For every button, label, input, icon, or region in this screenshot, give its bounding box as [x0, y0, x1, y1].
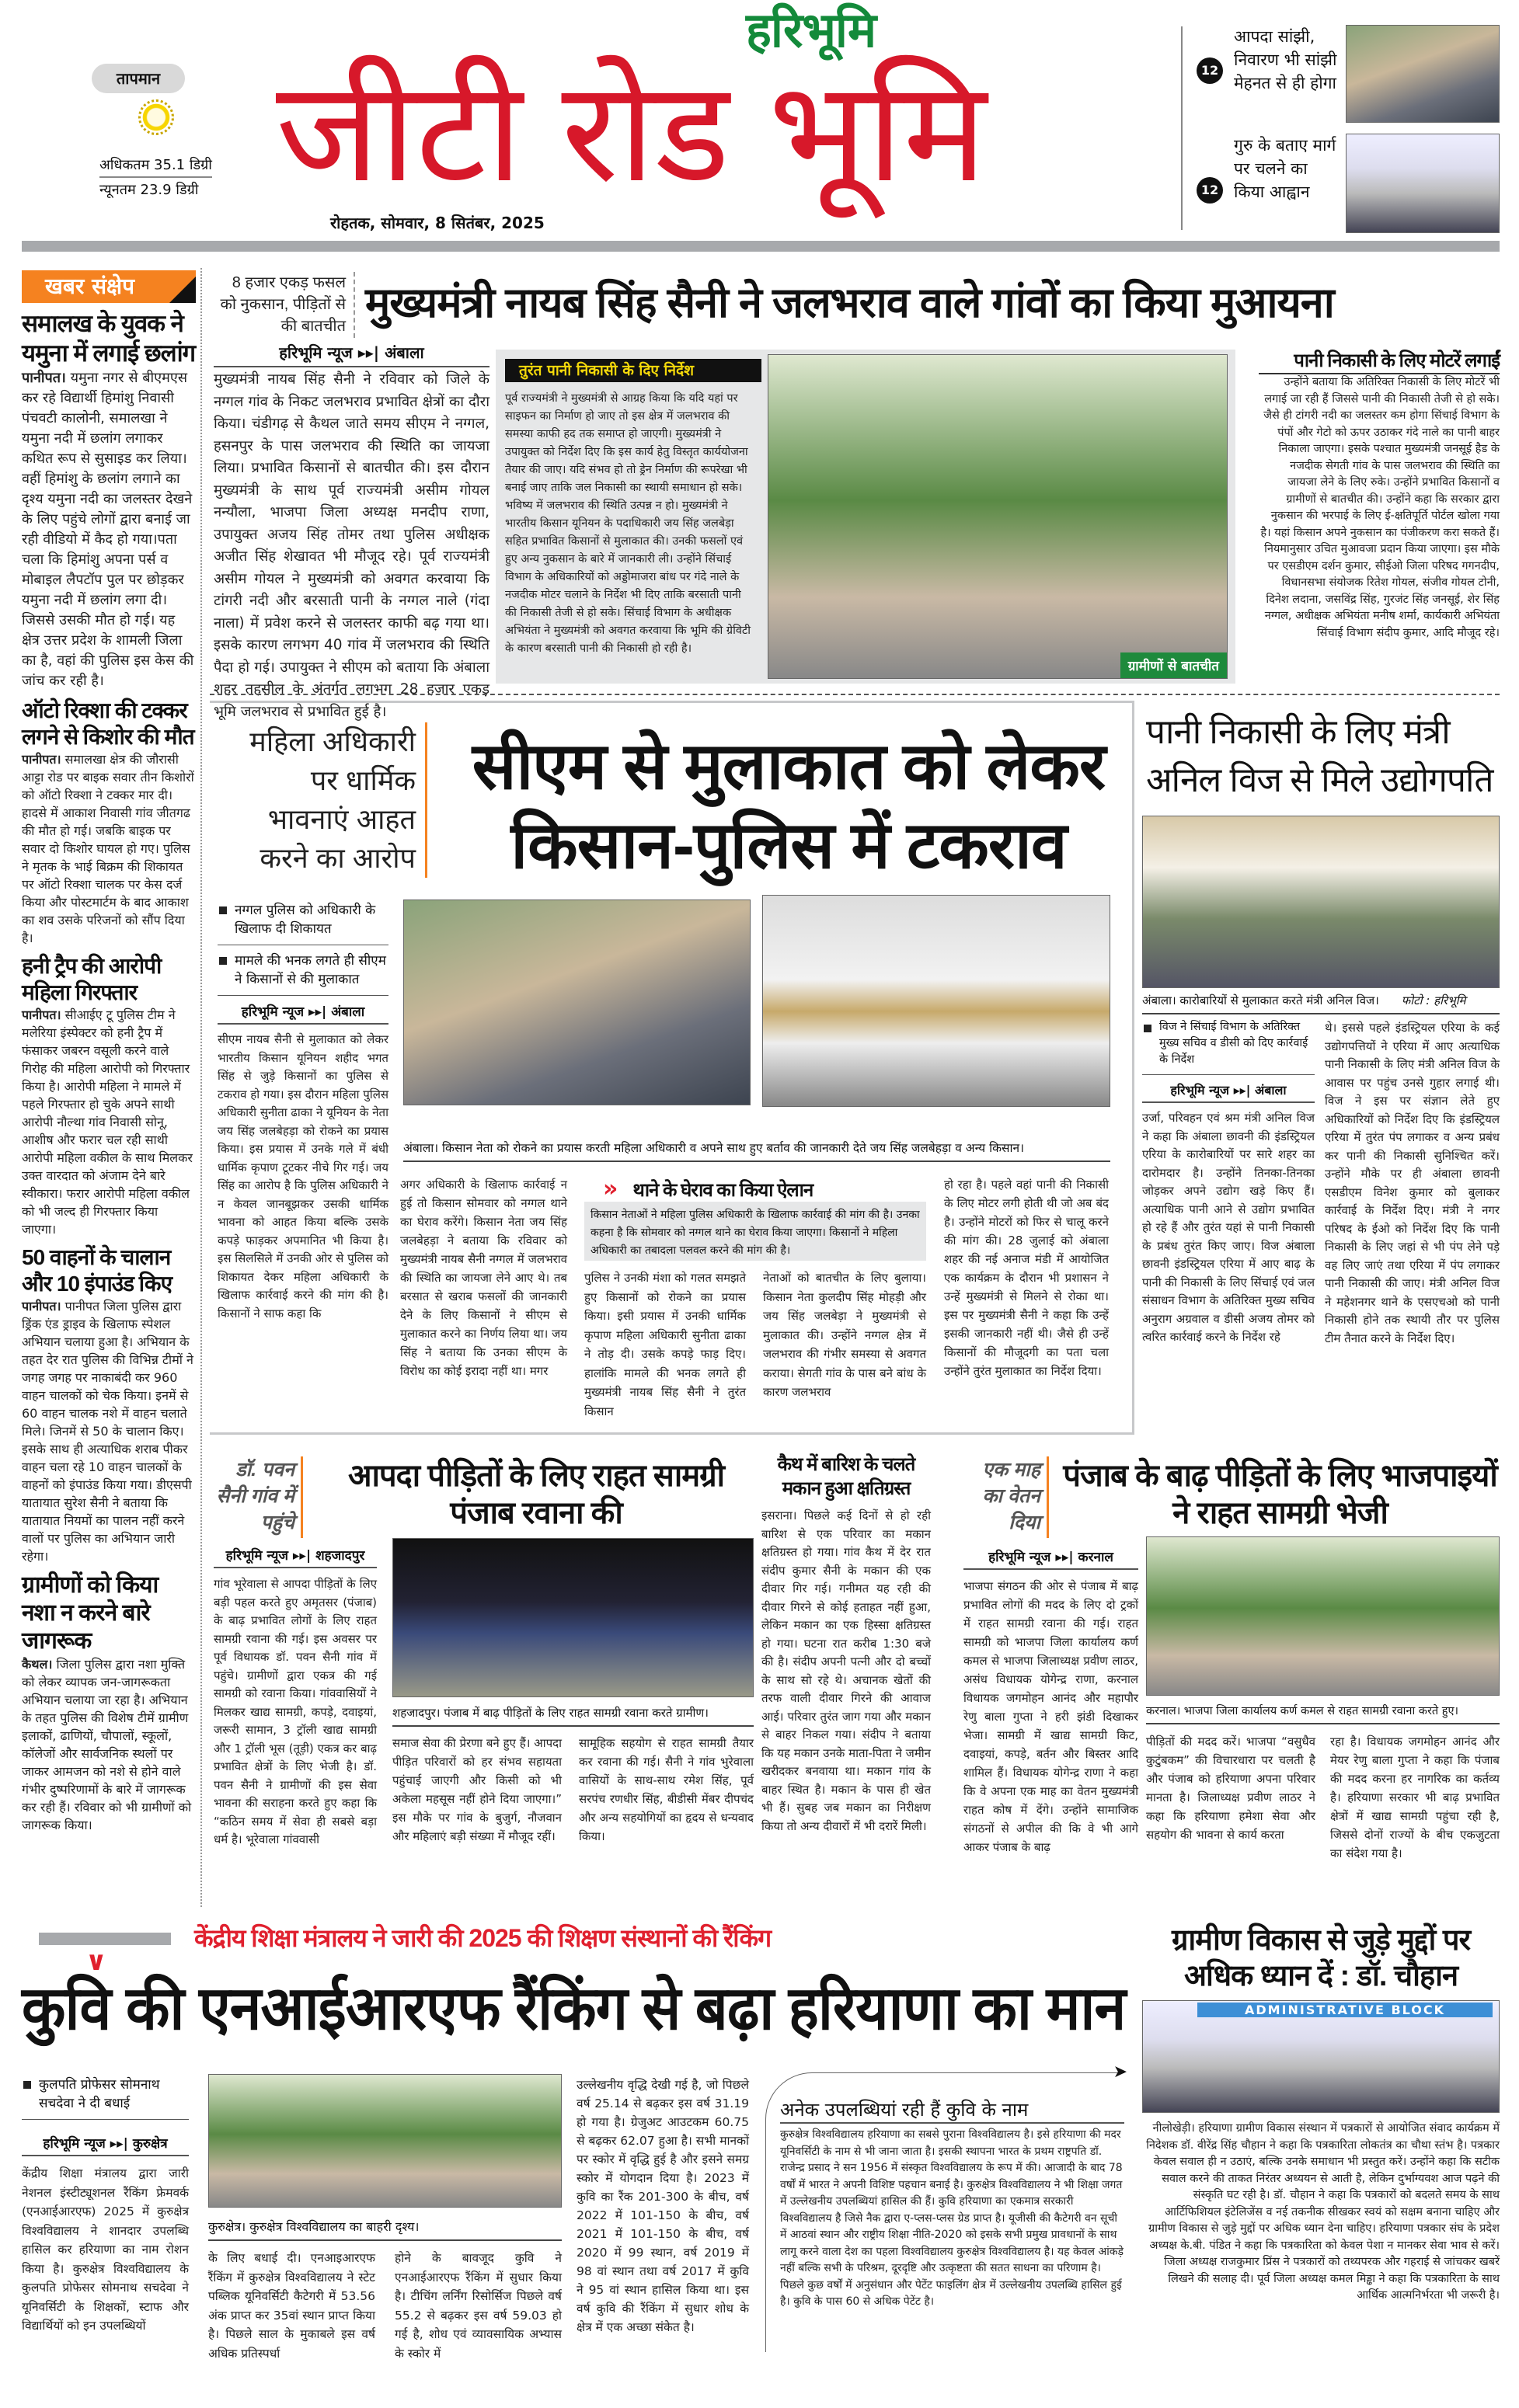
vij-headline: पानी निकासी के लिए मंत्री अनिल विज से मिले उद्योगपति — [1146, 713, 1493, 799]
relief-col-2: समाज सेवा की प्रेरणा बने हुए हैं। आपदा पीड़ित परिवारों को हर संभव सहायता पहुंचाई जाएगी और किसी को भी अकेला महसूस नहीं होने दिया जाएगा।” इस मौके पर गांव के बुजुर्ग, नौजवान और महिलाएं बड़ी संख्या में मौजूद रहीं। — [392, 1736, 562, 1843]
brief-title: समालख के युवक ने यमुना में लगाई छलांग — [22, 310, 196, 367]
vij-byline: हरिभूमि न्यूज ▸▸| अंबाला — [1142, 1081, 1315, 1103]
bjp-kicker: एक माह का वेतन दिया — [963, 1456, 1049, 1538]
masthead-bar — [22, 241, 1500, 252]
brief-title: हनी ट्रैप की आरोपी महिला गिरफ्तार — [22, 954, 162, 1004]
kuk-col-4: उल्लेखनीय वृद्धि देखी गई है, जो पिछले वर्ष 25.14 से बढ़कर इस वर्ष 31.19 हो गया है। ग्रेजुअट आउटकम 60.75 से बढ़कर 62.07 हुआ है। सभी मानकों पर स्कोर में वृद्धि हुई है और इसने समग्र स्कोर में योगदान दिया है। 2023 में कुवि का रैंक 201-300 के बीच, वर्ष 2022 में 101-150 के बीच, वर्ष 2021 में 101-150 के बीच, वर्ष 2020 में 99 स्थान, वर्ष 2019 में 98 वां स्थान तथा वर्ष 2017 में कुवि ने 95 वां स्थान हासिल किया था। इस वर्ष कुवि की रैंकिंग में सुधार शोध के क्षेत्र में एक अच्छा संकेत है। — [577, 2078, 749, 2334]
box-label: तुरंत पानी निकासी के दिए निर्देश — [505, 359, 761, 382]
dateline: रोहतक, सोमवार, 8 सितंबर, 2025 — [330, 214, 545, 232]
bullet-item: मामले की भनक लगते ही सीएम ने किसानों से की मुलाकात — [218, 952, 388, 996]
lead-sidebar-box — [496, 350, 1235, 684]
briefs-header-label: खबर संक्षेप — [45, 273, 135, 299]
brief-text — [22, 1006, 196, 1238]
caption-text: अंबाला। कारोबारियों से मुलाकात करते मंत्री अनिल विज। — [1142, 993, 1379, 1007]
sun-icon — [138, 99, 174, 135]
kuk-headline: कुवि की एनआईआरएफ रैंकिंग से बढ़ा हरियाणा का मान — [22, 1974, 1126, 2042]
kaith-body: इसराना। पिछले कई दिनों से हो रही बारिश से एक परिवार का मकान क्षतिग्रस्त हो गया। गांव कैथ में देर रात संदीप कुमार सैनी के मकान की एक दीवार गिर गई। गनीमत यह रही की दीवार गिरने से कोई हताहत नहीं हुआ, लेकिन मकान का एक हिस्सा क्षतिग्रस्त हो गया। घटना रात करीब 1:30 बजे की है। संदीप अपनी पत्नी और दो बच्चों के साथ सो रहे थे। अचानक खेतों की तरफ वाली दीवार गिरने की आवाज आई। परिवार तुरंत जाग गया और मकान से बाहर निकल गया। संदीप ने बताया कि यह मकान उनके माता-पिता ने जमीन खरीदकर बनवाया था। मकान गांव के बाहर स्थित है। मकान के पास ही खेत भी हैं। सुबह जब मकान का निरीक्षण किया तो अन्य दीवारों में भी दरारें मिली। — [761, 1508, 931, 1833]
photo-tag: ग्रामीणों से बातचीत — [1120, 652, 1227, 678]
brief-item[interactable] — [22, 309, 196, 691]
lead-headline: मुख्यमंत्री नायब सिंह सैनी ने जलभराव वाले गांवों का किया मुआयना — [365, 280, 1334, 326]
bjp-col-1: भाजपा संगठन की ओर से पंजाब में बाढ़ प्रभावित लोगों की मदद के लिए दो ट्रकों में राहत सामग्री रवाना की गई। राहत सामग्री को भाजपा जिला कार्यालय कर्ण कमल से भाजपा जिलाध्यक्ष प्रवीण लाठर, असंध विधायक योगेन्द्र राणा, करनाल विधायक जगमोहन आनंद और महापौर रेणु बाला गुप्ता ने हरी झंडी दिखाकर भेजा। सामग्री में खाद्य सामग्री किट, दवाइयां, कपड़े, बर्तन और बिस्तर आदि शामिल हैं। विधायक योगेन्द्र राणा ने कहा कि वे अपना एक माह का वेतन मुख्यमंत्री राहत कोष में देंगे। उन्होंने सामाजिक संगठनों से अपील की कि वे भी आगे आकर पंजाब के बाढ़ — [963, 1579, 1138, 1854]
brief-title: 50 वाहनों के चालान और 10 इंपाउंड किए — [22, 1245, 172, 1296]
brief-dateline: पानीपत। — [22, 1007, 61, 1022]
brief-dateline: कैथल। — [22, 1657, 53, 1672]
kuk-caption: कुरुक्षेत्र। कुरुक्षेत्र विश्वविद्यालय का बाहरी दृश्य। — [208, 2218, 562, 2241]
brief-body: यमुना नगर से बीएमएस कर रहे विद्यार्थी हिमांशु निवासी पंचवटी कालोनी, समालखा ने यमुना नदी में छलांग लगाकर कथित रूप से सुसाइड कर लिया। वहीं हिमांशु के छलांग लगाने का दृश्य यमुना नदी का जलस्तर देखने के लिए पहुंचे लोगों द्वारा बनाई जा रही वीडियो में कैद हो गया।पता चला कि हिमांशु अपना पर्स व मोबाइल लैपटॉप पुल पर छोड़कर यमुना नदी में छलांग लगा दी। जिससे उसकी मौत हो गई। यह क्षेत्र उत्तर प्रदेश के शामली जिला का है, वहां की पुलिस इस केस की जांच कर रही है। — [22, 370, 194, 689]
temperature-label: तापमान — [92, 64, 185, 93]
teaser-divider — [1181, 26, 1183, 230]
clash-left-column — [218, 901, 388, 1428]
achievements-box — [765, 2062, 1127, 2352]
masthead — [0, 0, 1519, 256]
clash-photo-farmers — [762, 895, 1110, 1107]
brief-title: ऑटो रिक्शा की टक्कर लगने से किशोर की मौत — [22, 698, 194, 749]
news-briefs — [22, 270, 196, 1902]
side-story — [1259, 350, 1500, 681]
relief-col-1: गांव भूरेवाला से आपदा पीड़ितों के लिए बड़ी पहल करते हुए अमृतसर (पंजाब) के बाढ़ प्रभावित लोगों के लिए राहत सामग्री रवाना की गई। इस अवसर पर पूर्व विधायक डॉ. पवन सैनी गांव में पहुंचे। ग्रामीणों द्वारा एकत्र की गई सामग्री को रवाना किया। गांववासियों ने मिलकर खाद्य सामग्री, कपड़े, दवाइयां, जरूरी सामान, 3 ट्रॉली खाद्य सामग्री और 1 ट्रॉली भूस (तूड़ी) एकत्र कर बाढ़ प्रभावित क्षेत्रों के लिए भेजी है। डॉ. पवन सैनी ने ग्रामीणों की इस सेवा भावना की सराहना करते हुए कहा कि “कठिन समय में सेवा ही सबसे बड़ा धर्म है। भूरेवाला गांववासी — [214, 1577, 377, 1846]
clash-headline: सीएम से मुलाकात को लेकर किसान-पुलिस में टकराव — [472, 729, 1106, 882]
lead-kicker: 8 हजार एकड़ फसल को नुकसान, पीड़ितों से की बातचीत — [220, 274, 346, 335]
bullet-item: नग्गल पुलिस को अधिकारी के खिलाफ दी शिकायत — [218, 901, 388, 945]
chevron-down-icon: ∨ — [85, 1946, 107, 1977]
kuk-left-column — [22, 2076, 189, 2400]
photo-credit: फोटो : हरिभूमि — [1401, 993, 1466, 1007]
bjp-caption: करनाल। भाजपा जिला कार्यालय कर्ण कमल से राहत सामग्री रवाना करते हुए। — [1146, 1703, 1500, 1724]
brief-text — [22, 750, 196, 947]
page-number-badge: 12 — [1197, 57, 1223, 84]
brief-dateline: पानीपत। — [22, 1299, 61, 1314]
briefs-header — [22, 270, 196, 303]
bjp-col-2: पीड़ितों की मदद करें। भाजपा “वसुधैव कुटुंबकम” की विचारधारा पर चलती है और पंजाब को हरियाणा अपना परिवार मानता है। जिलाध्यक्ष प्रवीण लाठर ने कहा कि हरियाणा हमेशा सेवा और सहयोग की भावना से कार्य करता — [1146, 1735, 1315, 1842]
temperature-min: न्यूनतम 23.9 डिग्री — [99, 182, 199, 198]
bjp-flagoff-photo — [1146, 1536, 1500, 1696]
brief-body: जिला पुलिस द्वारा नशा मुक्ति को लेकर व्यापक जन-जागरूकता अभियान चलाया जा रहा है। अभियान के तहत पुलिस की विशेष टीमें ग्रामीण इलाकों, ढाणियों, चौपालों, स्कूलों, कॉलेजों और सार्वजनिक स्थलों पर जाकर आमजन को नशे से होने वाले गंभीर दुष्परिणामों के बारे में जागरूक कर रही हैं। रविवार को भी ग्रामीणों को जागरूक किया। — [22, 1657, 192, 1832]
clash-col-4: नेताओं को बातचीत के लिए बुलाया। किसान नेता कुलदीप सिंह मोहड़ी और जय सिंह जलबेड़ा ने मुख्यमंत्री से मुलाकात की। उन्होंने नग्गल क्षेत्र में जलभराव की गंभीर समस्या से अवगत कराया। सेगती गांव के पास बने बांध के कारण जलभराव — [763, 1271, 926, 1399]
kuk-col-3: होने के बावजूद कुवि ने एनआईआरएफ रैंकिंग में सुधार किया है। टीचिंग लर्निंग रिसोर्सिज पिछले वर्ष 55.2 से बढ़कर इस वर्ष 59.03 हो गई है, शोध एवं व्यावसायिक अभ्यास के स्कोर में — [395, 2251, 562, 2361]
relief-truck-photo — [392, 1538, 754, 1697]
kicker-divider — [354, 272, 355, 338]
brief-dateline: पानीपत। — [22, 752, 61, 767]
newspaper-logo: जीटी रोड भूमि — [276, 54, 987, 211]
brand-logo: हरिभूमि — [746, 4, 876, 57]
brief-dateline: पानीपत। — [22, 370, 66, 386]
kuk-bullet: कुलपति प्रोफेसर सोमनाथ सचदेवा ने दी बधाई — [22, 2076, 189, 2120]
vij-left-column — [1142, 1019, 1315, 1433]
side-headline: पानी निकासी के लिए मोटरें लगाईं — [1259, 350, 1500, 374]
bjp-headline: पंजाब के बाढ़ पीड़ितों के लिए भाजपाइयों ने राहत सामग्री भेजी — [1063, 1459, 1497, 1530]
kuk-col-2: के लिए बधाई दी। एनआइआरएफ रैंकिंग में कुरुक्षेत्र विश्वविद्यालय ने स्टेट पब्लिक यूनिवर्सिटी कैटेगरी में 53.56 अंक प्राप्त कर 35वां स्थान प्राप्त किया है। पिछले साल के मुकाबले इस वर्ष अधिक प्रतिस्पर्धा — [208, 2251, 375, 2361]
kaith-headline: कैथ में बारिश के चलते मकान हुआ क्षतिग्रस्त — [777, 1454, 915, 1499]
vij-bullet: विज ने सिंचाई विभाग के अतिरिक्त मुख्य सचिव व डीसी को दिए कार्रवाई के निर्देश — [1142, 1019, 1315, 1075]
gherao-text: किसान नेताओं ने महिला पुलिस अधिकारी के खिलाफ कार्रवाई की मांग की है। उनका कहना है कि सोमवार को नग्गल थाने का घेराव किया जाएगा। किसानों ने महिला अधिकारी का तबादला पलवल करने की मांग की है। — [584, 1202, 926, 1261]
teaser-text: गुरु के बताए मार्ग पर चलने का किया आह्वान — [1234, 136, 1336, 201]
box-text: पूर्व राज्यमंत्री ने मुख्यमंत्री से आग्रह किया कि यदि यहां पर साइफन का निर्माण हो जाए तो इस क्षेत्र में जलभराव की समस्या काफी हद तक समाप्त हो जाएगी। मुख्यमंत्री ने उपायुक्त को निर्देश दिए कि इस कार्य हेतु विस्तृत कार्ययोजना तैयार की जाए। यदि संभव हो तो ड्रेन निर्माण की रूपरेखा भी बनाई जाए ताकि जल निकासी का स्थायी समाधान हो सके। भविष्य में जलभराव की स्थिति उत्पन्न न हो। मुख्यमंत्री ने भारतीय किसान यूनियन के पदाधिकारी जय सिंह जलबेड़ा सहित प्रभावित किसानों से मुलाकात की। उनकी फसलों एवं हुए अन्य नुकसान के बारे में जानकारी ली। उन्होंने सिंचाई विभाग के अधिकारियों को अड्डोमाजरा बांध पर गंदे नाले के नजदीक मोटर चलाने के निर्देश भी दिए ताकि बरसाती पानी की निकासी तेजी से हो सके। सिंचाई विभाग के अधीक्षक अभियंता ने मुख्यमंत्री को अवगत करवाया कि भूमि की ग्रेविटी के कारण बरसाती पानी की निकासी हो रही है। — [505, 392, 751, 655]
brief-body: पानीपत जिला पुलिस द्वारा ड्रिंक एंड ड्राइव के खिलाफ स्पेशल अभियान चलाया हुआ है। अभियान के तहत देर रात पुलिस की विभिन्न टीमों ने जगह जगह पर नाकाबंदी कर 960 वाहन चालकों को चेक किया। इनमें से 60 वाहन चालक नशे में वाहन चलाते मिले। जिनमें से 50 के चालान किए। इसके साथ ही अत्याधिक शराब पीकर वाहन चला रहे 10 वाहन चालकों के वाहनों को इंपाउंड किया गया। डीएसपी यातायात सुरेश सैनी ने बताया कि यातायात नियमों का पालन नहीं करने वालों पर पुलिस का अभियान जारी रहेगा। — [22, 1299, 193, 1564]
brief-text — [22, 1655, 196, 1834]
brief-title: ग्रामीणों को किया नशा न करने बारे जागरूक — [22, 1572, 159, 1654]
teaser-photo — [1346, 25, 1500, 123]
brief-item[interactable] — [22, 953, 196, 1238]
clash-caption: अंबाला। किसान नेता को रोकने का प्रयास करती महिला अधिकारी व अपने साथ हुए बर्ताव की जानकारी देते जय सिंह जलबेहड़ा व अन्य किसान। — [403, 1139, 1110, 1162]
brief-item[interactable] — [22, 1571, 196, 1834]
brief-body: समालखा क्षेत्र की जौरासी आट्टा रोड पर बाइक सवार तीन किशोरों को ऑटो रिक्शा ने टक्कर मार दी। हादसे में आकाश निवासी गांव जीतगढ की मौत हो गई। जबकि बाइक पर सवार दो किशोर घायल हो गए। पुलिस ने मृतक के भाई बिक्रम की शिकायत पर ऑटो रिक्शा चालक पर केस दर्ज किया और पोस्टमार्टम के बाद आकाश का शव उसके परिजनों को सौंप दिया है। — [22, 752, 194, 945]
teaser-photo — [1346, 134, 1500, 233]
vij-caption — [1142, 993, 1500, 1014]
kuk-col-1: केंद्रीय शिक्षा मंत्रालय द्वारा जारी नेशनल इंस्टीट्यूशनल रैंकिंग फ्रेमवर्क (एनआईआरएफ) 2025 में कुरुक्षेत्र विश्वविद्यालय ने शानदार उपलब्धि हासिल कर हरियाणा का नाम रोशन किया है। कुरुक्षेत्र विश्वविद्यालय के कुलपति प्रोफेसर सोमनाथ सचदेवा ने यूनिवर्सिटी के शिक्षकों, स्टाफ और विद्यार्थियों को इन उपलब्धियों — [22, 2166, 189, 2333]
column-divider — [200, 268, 202, 1907]
clash-col-1: सीएम नायब सैनी से मुलाकात को लेकर भारतीय किसान यूनियन शहीद भगत सिंह से जुड़े किसानों का पुलिस से टकराव हो गया। इस दौरान महिला पुलिस अधिकारी सुनीता ढाका ने यूनियन के नेता जय सिंह जलबेहड़ा को रोकने का प्रयास किया। इस प्रयास में उनके गले में बंधी धार्मिक कृपाण टूटकर नीचे गिर गई। जय सिंह का आरोप है कि पुलिस अधिकारी ने न केवल जानबूझकर उसकी धार्मिक भावना को आहत किया बल्कि उसके कपड़े फाड़कर अपमानित भी किया है। इस सिलसिले में उनकी ओर से पुलिस को शिकायत देकर महिला अधिकारी के खिलाफ कार्रवाई करने की मांग की है। किसानों ने साफ कहा कि — [218, 1032, 388, 1321]
bjp-byline: हरिभूमि न्यूज ▸▸| करनाल — [963, 1547, 1138, 1570]
clash-photo-police — [403, 900, 751, 1105]
vij-meeting-photo — [1142, 816, 1500, 988]
brief-text — [22, 368, 196, 691]
clash-col-2: अगर अधिकारी के खिलाफ कार्रवाई न हुई तो किसान सोमवार को नग्गल थाने का घेराव करेंगे। किसान नेता जय सिंह जलबेहड़ा ने बताया कि रविवार को मुख्यमंत्री नायब सैनी नग्गल में जलभराव की स्थिति का जायजा लेने आए थे। तब बरसात से खराब फसलों की जानकारी देने के लिए किसानों ने सीएम से मुलाकात करने का निर्णय लिया था। जय सिंह ने बताया कि उनका सीएम के विरोध का कोई इरादा नहीं था। मगर — [400, 1178, 567, 1378]
gherao-title: थाने के घेराव का किया ऐलान — [632, 1180, 814, 1201]
university-gate-photo — [208, 2074, 562, 2208]
clash-byline: हरिभूमि न्यूज ▸▸| अंबाला — [218, 1002, 388, 1025]
teaser-text: आपदा सांझी, निवारण भी सांझी मेहनत से ही होगा — [1234, 27, 1337, 92]
relief-byline: हरिभूमि न्यूज ▸▸| शहजादपुर — [214, 1546, 377, 1568]
clash-kicker: महिला अधिकारी पर धार्मिक भावनाएं आहत करने का आरोप — [233, 722, 427, 878]
lead-body: मुख्यमंत्री नायब सिंह सैनी ने रविवार को जिले के नग्गल गांव के निकट जलभराव प्रभावित क्षेत्रों का दौरा किया। चंडीगढ़ से कैथल जाते समय सीएम ने नग्गल, हसनपुर के पास जलभराव की स्थिति का जायजा लिया। प्रभावित किसानों से बातचीत की। इस दौरान मुख्यमंत्री के साथ पूर्व राज्यमंत्री असीम गोयल नन्यौला, भाजपा जिला अध्यक्ष मनदीप राणा, उपायुक्त अजय सिंह तोमर तथा पुलिस अधीक्षक अजीत सिंह शेखावत भी मौजूद रहे। पूर्व राज्यमंत्री असीम गोयल ने मुख्यमंत्री को अवगत करवाया कि टांगरी नदी और बरसाती पानी के नग्गल नाले (गंदा नाला) में प्रवेश करने से जलस्तर काफी बढ़ गया था। इसके कारण लगभग 40 गांव में जलभराव की स्थिति पैदा हो गई। उपायुक्त ने सीएम को बताया कि अंबाला शहर तहसील के अंतर्गत लगभग 28 हजार एकड़ भूमि जलभराव से प्रभावित हुई है। — [214, 371, 489, 720]
kuk-byline: हरिभूमि न्यूज ▸▸| कुरुक्षेत्र — [22, 2134, 189, 2156]
brief-body: सीआईए टू पुलिस टीम ने मलेरिया इंस्पेक्टर को हनी ट्रैप में फंसाकर जबरन वसूली करने वाले गिरोह की महिला आरोपी को गिरफ्तार किया है। आरोपी महिला ने मामले में पहले गिरफ्तार हो चुके अपने साथी आरोपी नौल्था गांव निवासी सोनू, आशीष और फरार चल रही साथी आरोपी महिला वकील के साथ मिलकर उक्त वारदात को अंजाम देने बारे स्वीकारा। फरार आरोपी महिला वकील को भी जल्द ही गिरफ्तार किया जाएगा। — [22, 1007, 193, 1237]
box-title: अनेक उपलब्धियां रही हैं कुवि के नाम — [780, 2097, 1124, 2124]
corner-triangle — [169, 277, 196, 303]
gherao-box — [584, 1175, 926, 1261]
brief-text — [22, 1297, 196, 1565]
arrow-right-icon: ➤ — [1113, 2062, 1127, 2082]
bjp-col-3: रहा है। विधायक जगमोहन आनंद और मेयर रेणु बाला गुप्ता ने कहा कि पंजाब की मदद करना हर नागरिक का कर्तव्य है। हरियाणा सरकार भी बाढ़ प्रभावित क्षेत्रों में खाद्य सामग्री पहुंचा रही है, जिससे दोनों राज्यों के बीच एकजुटता का संदेश गया है। — [1330, 1735, 1500, 1860]
gherao-header — [584, 1175, 926, 1202]
lead-byline: हरिभूमि न्यूज ▸▸| अंबाला — [214, 342, 489, 367]
relief-headline: आपदा पीड़ितों के लिए राहत सामग्री पंजाब रवाना की — [347, 1459, 725, 1530]
building-sign: ADMINISTRATIVE BLOCK — [1197, 2003, 1493, 2017]
clash-col-3: पुलिस ने उनकी मंशा को गलत समझते हुए किसानों को रोकने का प्रयास किया। इसी प्रयास में उनकी धार्मिक कृपाण महिला अधिकारी सुनीता ढाका ने तोड़ दी। उसके कपड़े फाड़ दिए। हालांकि मामले की भनक लगते ही मुख्यमंत्री नायब सिंह सैनी ने तुरंत किसान — [584, 1271, 746, 1418]
brief-item[interactable] — [22, 1244, 196, 1565]
rural-group-photo — [1142, 2000, 1500, 2113]
side-body: उन्होंने बताया कि अतिरिक्त निकासी के लिए मोटरें भी लगाई जा रही हैं जिससे पानी की निकासी तेजी से हो सके। जैसे ही टांगरी नदी का जलस्तर कम होगा सिंचाई विभाग के पंपों और गेटो को ऊपर उठाकर गंदे नाले का पानी बाहर निकाला जाएगा। इसके पश्चात मुख्यमंत्री जनसूई हैड के नजदीक सेगती गांव के पास जलभराव की स्थिति का जायजा लेने के लिए रुके। उन्होंने प्रभावित किसानों व ग्रामीणों से बातचीत की। उन्होंने कहा कि सरकार द्वारा नुकसान की भरपाई के लिए ई-क्षतिपूर्ति पोर्टल खोला गया है। यहां किसान अपने नुकसान का पंजीकरण करा सकते हैं। नियमानुसार उचित मुआवजा प्रदान किया जाएगा। इस मौके पर एसडीएम दर्शन कुमार, सीईओ जिला परिषद गगनदीप, विधानसभा संयोजक रितेश गोयल, संजीव गोयल टोनी, दिनेश लदाना, जसविंद्र सिंह, गुरजंट सिंह जनसूई, शेर सिंह नग्गल, अधीक्षक अभियंता मनीष शर्मा, कार्यकारी अभियंता सिंचाई विभाग संदीप कुमार, आदि मौजूद रहे। — [1260, 376, 1500, 639]
cm-meeting-photo — [768, 354, 1228, 679]
clash-col-5: हो रहा है। पहले वहां पानी की निकासी के लिए मोटर लगी होती थी जो अब बंद है। उन्होंने मोटरों को फिर से चालू करने की मांग की। 28 जुलाई को अंबाला शहर की नई अनाज मंडी में आयोजित एक कार्यक्रम के दौरान भी प्रशासन ने उन्हें मुख्यमंत्री से मिलने से रोका था। इस पर मुख्यमंत्री सैनी ने कहा कि उन्हें इसकी जानकारी नहीं थी। जैसे ही उन्हें किसानों की मौजूदगी का पता चला उन्होंने तुरंत मुलाकात का निर्देश दिया। — [944, 1178, 1109, 1378]
page-number-badge: 12 — [1197, 177, 1223, 204]
temperature-max: अधिकतम 35.1 डिग्री — [99, 155, 212, 178]
vij-col-1: उर्जा, परिवहन एवं श्रम मंत्री अनिल विज ने कहा कि अंबाला छावनी की इंडस्ट्रियल एरिया के कारोबारियों पर सारे शहर का दारोमदार है। उन्होंने तिनका-तिनका जोड़कर अपने उद्योग खड़े किए हैं। अत्याधिक पानी आने से उद्योग प्रभावित हो रहे हैं और तुरंत यहां से पानी निकासी के प्रबंध तुरंत किए जाए। विज अंबाला छावनी इंडस्ट्रियल एरिया में आए बाढ़ के पानी की निकासी के लिए सिंचाई एवं जल संसाधन विभाग के अतिरिक्त मुख्य सचिव अनुराग अग्रवाल व डीसी अजय तोमर को त्वरित कार्रवाई करने के निर्देश रहे — [1142, 1111, 1315, 1344]
teaser-item[interactable] — [1197, 134, 1500, 233]
chevron-right-icon: » — [603, 1175, 618, 1202]
relief-kicker: डॉ. पवन सैनी गांव में पहुंचे — [214, 1456, 303, 1538]
subhead-bar — [39, 1933, 171, 1945]
relief-col-3: सामूहिक सहयोग से राहत सामग्री तैयार कर रवाना की गई। सैनी ने गांव भुरेवाला वासियों के साथ-साथ रमेश सिंह, पूर्व सरपंच रणधीर सिंह, बीडीसी मेंबर दीपचंद और अन्य सहयोगियों का हृदय से धन्यवाद किया। — [579, 1736, 754, 1843]
vij-col-2: थे। इससे पहले इंडस्ट्रियल एरिया के कई उद्योगपत्तियों ने एरिया में आए अत्याधिक पानी निकासी के लिए मंत्री अनिल विज के आवास पर पहुंच उनसे गुहार लगाई थी। विज ने इस पर संज्ञान लेते हुए अधिकारियों को निर्देश दिए कि इंडस्ट्रियल एरिया में तुरंत पंप लगाकर व अन्य प्रबंध कर पानी की निकासी सुनिश्चित करें। उन्होंने मौके पर ही अंबाला छावनी एसडीएम विनेश कुमार को बुलाकर कार्रवाई के निर्देश दिए। मंत्री ने नगर परिषद के ईओ को निर्देश दिए कि पानी निकासी के लिए जहां से भी पंप लेने पड़े वह लिए जाएं तथा एरिया में पंप लगाकर पानी निकासी की जाए। मंत्री अनिल विज ने महेशनगर थाने के एसएचओ को पानी निकासी होने तक स्थायी तौर पर पुलिस टीम तैनात करने के निर्देश दिए। — [1325, 1021, 1500, 1345]
teaser-item[interactable] — [1197, 25, 1500, 124]
kuk-subhead: केंद्रीय शिक्षा मंत्रालय ने जारी की 2025 की शिक्षण संस्थानों की रैंकिंग — [194, 1924, 772, 1952]
rural-body: नीलोखेड़ी। हरियाणा ग्रामीण विकास संस्थान में पत्रकारों से आयोजित संवाद कार्यक्रम में निदेशक डॉ. वीरेंद्र सिंह चौहान ने कहा कि पत्रकारिता लोकतंत्र का चौथा स्तंभ है। पत्रकार केवल सवाल ही न उठाएं, बल्कि उनके समाधान भी प्रस्तुत करें। उन्होंने कहा कि सटीक सवाल करने की ताकत निरंतर अध्ययन से आती है, लेकिन दुर्भाग्यवश आज पढ़ने की संस्कृति घट रही है। डॉ. चौहान ने कहा कि पत्रकारों को बदलते समय के साथ आर्टिफिशियल इंटेलिजेंस व नई तकनीक सीखकर स्वयं को सक्षम बनाना चाहिए और ग्रामीण विकास से जुड़े मुद्दों पर अधिक ध्यान देना चाहिए। हरियाणा पत्रकार संघ के प्रदेश अध्यक्ष के.बी. पंडित ने कहा कि पत्रकारिता को केवल पेशा न मानकर सेवा भाव से करें। जिला अध्यक्ष राजकुमार प्रिंस ने पत्रकारों को तथ्यपरक और गहराई से जांचकर खबरें लिखने की सलाह दी। पूर्व जिला अध्यक्ष कमल मिड्ढा ने कहा कि पत्रकारिता के साथ आर्थिक आत्मनिर्भरता भी जरूरी है। — [1146, 2122, 1500, 2302]
section-divider — [210, 694, 1500, 695]
rural-headline: ग्रामीण विकास से जुड़े मुद्दों पर अधिक ध्यान दें : डॉ. चौहान — [1171, 1924, 1471, 1992]
box-text: कुरुक्षेत्र विश्वविद्यालय हरियाणा का सबसे पुराना विश्वविद्यालय है। इसे हरियाणा की मदर यूनिवर्सिटी के नाम से भी जाना जाता है। इसकी स्थापना भारत के प्रथम राष्ट्रपति डॉ. राजेन्द्र प्रसाद ने सन 1956 में संस्कृत विश्वविद्यालय के रूप में की। आजादी के बाद 78 वर्षों में भारत ने अपनी विशिष्ट पहचान बनाई है। कुरुक्षेत्र विश्वविद्यालय ने भी शिक्षा जगत में उल्लेखनीय उपलब्धियां हासिल की हैं। कुवि हरियाणा का एकमात्र सरकारी विश्वविद्यालय है जिसे नैक द्वारा ए-प्लस-प्लस ग्रेड प्राप्त है। यूजीसी की कैटेगरी वन सूची में आठवां स्थान और राष्ट्रीय शिक्षा नीति-2020 को इसके सभी प्रमुख प्रावधानों के साथ लागू करने वाला देश का पहला विश्वविद्यालय कुरुक्षेत्र विश्वविद्यालय है। यह केवल आंकड़े नहीं बल्कि सभी के परिश्रम, दूरदृष्टि और उत्कृष्टता की सतत साधना का परिणाम है। पिछले कुछ वर्षों में अनुसंधान और पेटेंट फाइलिंग क्षेत्र में उल्लेखनीय उपलब्धि हासिल हुई है। कुवि के पास 60 से अधिक पेटेंट है। — [780, 2128, 1124, 2308]
brief-item[interactable] — [22, 698, 196, 947]
relief-caption: शहजादपुर। पंजाब में बाढ़ पीड़ितों के लिए राहत सामग्री रवाना करते ग्रामीण। — [392, 1705, 754, 1727]
